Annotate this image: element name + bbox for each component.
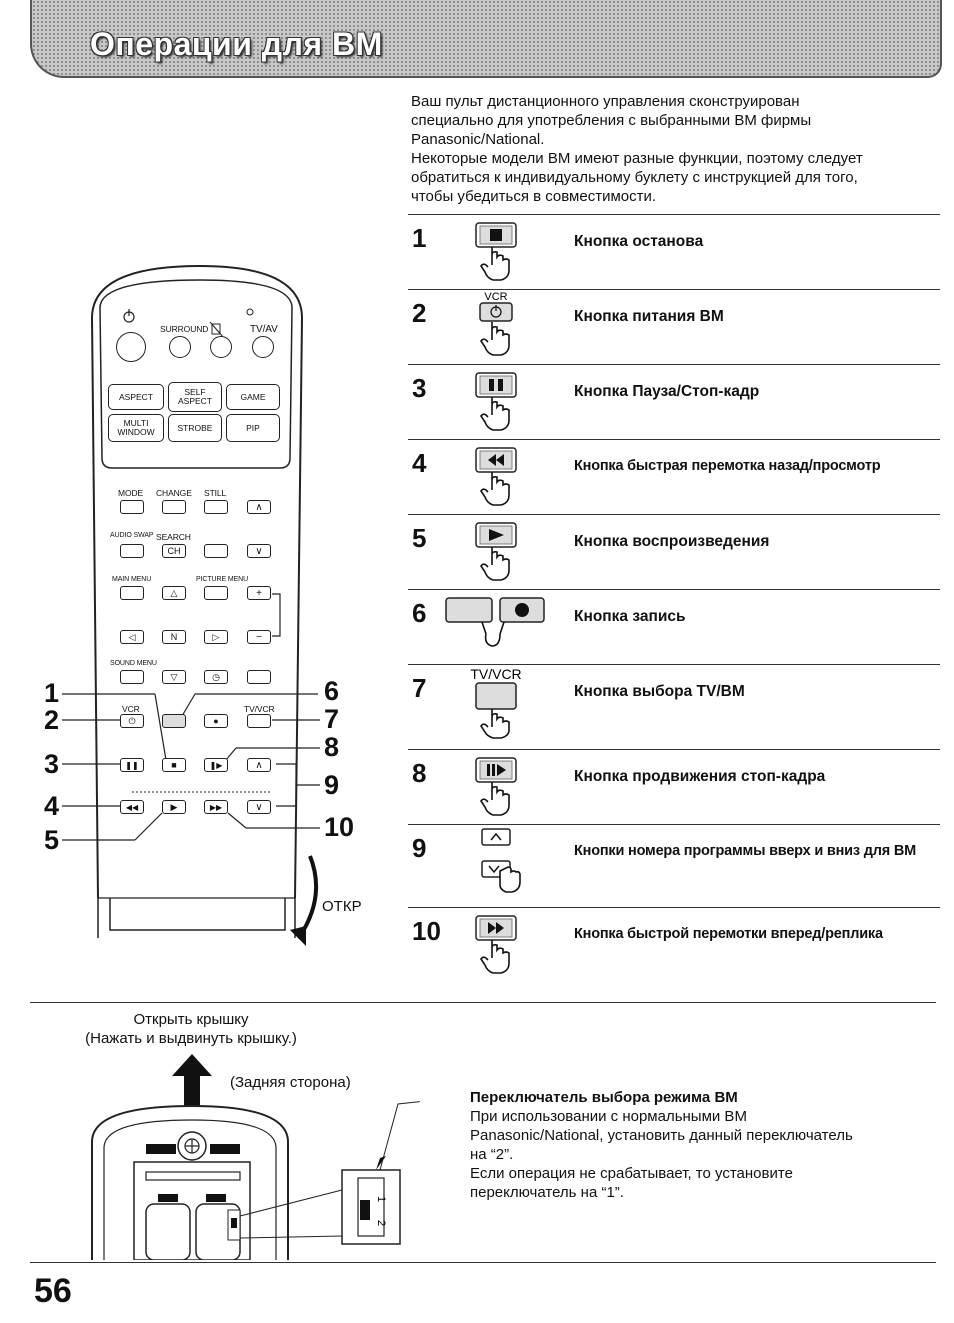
strobe-button[interactable]: STROBE [168, 414, 222, 442]
remote-fast-forward-button[interactable]: ▶▶ [204, 800, 228, 814]
callout-1: 1 [44, 678, 60, 708]
tv-vcr-icon [456, 665, 566, 749]
callout-9: 9 [324, 770, 340, 800]
audio-swap-button[interactable] [120, 544, 144, 558]
search-ch-button[interactable]: CH [162, 544, 186, 558]
vcr-label: VCR [122, 704, 140, 714]
row-number: 8 [412, 758, 427, 788]
clock-button[interactable] [204, 544, 228, 558]
row-number: 2 [412, 298, 427, 328]
intro-text [411, 92, 941, 206]
operation-row [408, 749, 940, 824]
row-number: 7 [412, 673, 427, 703]
mode-switch-description [470, 1088, 930, 1202]
row-number: 5 [412, 523, 427, 553]
operation-row [408, 664, 940, 749]
callout-10: 10 [324, 812, 355, 842]
aspect-button[interactable]: ASPECT [108, 384, 164, 410]
power-button[interactable] [116, 332, 146, 362]
operation-row [408, 439, 940, 514]
callout-6: 6 [324, 676, 340, 706]
stereo-button[interactable] [247, 670, 271, 684]
record-icon [442, 590, 552, 664]
row-label: Кнопка выбора TV/ВМ [574, 683, 745, 700]
row-label: Кнопка продвижения стоп-кадра [574, 768, 826, 785]
picture-menu-label: PICTURE MENU [196, 576, 249, 583]
remote-ch-down-button[interactable]: ∨ [247, 800, 271, 814]
nav-up-button[interactable]: △ [162, 586, 186, 600]
remote-record-button[interactable]: ● [204, 714, 228, 728]
row-label: Кнопка питания ВМ [574, 308, 724, 325]
operation-row [408, 364, 940, 439]
operation-row [408, 289, 940, 364]
callout-5: 5 [44, 825, 60, 855]
operation-row [408, 514, 940, 589]
header-banner [30, 0, 942, 78]
picture-menu-button[interactable] [204, 586, 228, 600]
remote-play-button[interactable]: ▶ [162, 800, 186, 814]
operations-table [408, 214, 940, 984]
switch-line: При использовании с нормальными ВМ [470, 1108, 747, 1125]
row-label: Кнопка воспроизведения [574, 533, 770, 550]
row-number: 10 [412, 916, 441, 946]
vcr-caption: VCR [484, 291, 508, 303]
surround-label: SURROUND [160, 324, 209, 334]
tv-vcr-label: TV/VCR [244, 704, 275, 714]
row-number: 3 [412, 373, 427, 403]
play-icon [456, 515, 566, 589]
remote-rewind-button[interactable]: ◀◀ [120, 800, 144, 814]
pause-icon [456, 365, 566, 439]
operation-row [408, 824, 940, 907]
nav-down-button[interactable]: ▽ [162, 670, 186, 684]
operation-row [408, 907, 940, 984]
remote-pause-button[interactable]: ❚❚ [120, 758, 144, 772]
remote-tv-vcr-button[interactable] [247, 714, 271, 728]
change-button[interactable] [162, 500, 186, 514]
switch-title: Переключатель выбора режима ВМ [470, 1089, 738, 1106]
change-label: CHANGE [156, 488, 192, 498]
back-side-label: (Задняя сторона) [230, 1074, 351, 1091]
switch-line: Если операция не срабатывает, то установите [470, 1165, 793, 1182]
row-label: Кнопка быстрой перемотки вперед/реплика [574, 926, 883, 942]
footer-divider [30, 1262, 936, 1263]
mute-button[interactable] [210, 336, 232, 358]
remote-outline [40, 258, 380, 948]
intro-line: специально для употребления с выбранными ВМ фирмы [411, 112, 812, 129]
rewind-icon [456, 440, 566, 514]
callout-3: 3 [44, 749, 60, 779]
operation-row [408, 214, 940, 289]
callout-7: 7 [324, 704, 340, 734]
search-label: SEARCH [156, 532, 191, 542]
cover-caption-line: Открыть крышку [133, 1011, 249, 1028]
remote-illustration [40, 258, 380, 948]
open-label: ОТКР [322, 898, 362, 915]
page-title: Операции для ВМ [90, 26, 383, 62]
surround-button[interactable] [169, 336, 191, 358]
tvav-button[interactable] [252, 336, 274, 358]
remote-stop-button[interactable]: ■ [162, 758, 186, 772]
page-number: 56 [34, 1272, 72, 1310]
still-button[interactable] [204, 500, 228, 514]
mode-label: MODE [118, 488, 144, 498]
cover-caption [56, 1010, 326, 1048]
nav-right-button[interactable]: ▷ [204, 630, 228, 644]
row-label: Кнопка быстрая перемотка назад/просмотр [574, 458, 881, 474]
row-number: 1 [412, 223, 427, 253]
channel-up-down-icon [456, 825, 566, 907]
switch-position-2: 2 [375, 1220, 387, 1227]
frame-advance-icon [456, 750, 566, 824]
pip-button[interactable]: PIP [226, 414, 280, 442]
remote-blank-button[interactable] [162, 714, 186, 728]
volume-up-button[interactable]: + [247, 586, 271, 600]
mode-button[interactable] [120, 500, 144, 514]
callout-2: 2 [44, 705, 60, 735]
row-label: Кнопки номера программы вверх и вниз для ВМ [574, 843, 916, 859]
tvav-label: TV/AV [250, 324, 278, 335]
intro-line: Panasonic/National. [411, 131, 545, 148]
row-label: Кнопка Пауза/Стоп-кадр [574, 383, 760, 400]
vcr-power-icon [456, 290, 566, 364]
main-menu-label: MAIN MENU [112, 576, 152, 583]
audio-swap-label: AUDIO SWAP [110, 532, 154, 539]
callout-8: 8 [324, 732, 340, 762]
switch-line: переключатель на “1”. [470, 1184, 624, 1201]
remote-vcr-power-button[interactable]: ⏻ [120, 714, 144, 728]
row-label: Кнопка запись [574, 608, 686, 625]
switch-line: на “2”. [470, 1146, 514, 1163]
nav-left-button[interactable]: ◁ [120, 630, 144, 644]
volume-down-button[interactable]: − [247, 630, 271, 644]
multi-window-button[interactable]: MULTI WINDOW [108, 414, 164, 442]
still-label: STILL [204, 488, 227, 498]
tv-vcr-caption: TV/VCR [470, 666, 522, 682]
switch-line: Panasonic/National, установить данный переключатель [470, 1127, 853, 1144]
row-number: 6 [412, 598, 427, 628]
intro-line: Некоторые модели ВМ имеют разные функции, поэтому следует [411, 150, 863, 167]
intro-line: обратиться к индивидуальному буклету с инструкцией для того, [411, 169, 858, 186]
row-number: 9 [412, 833, 427, 863]
sound-menu-label: SOUND MENU [110, 660, 157, 667]
self-aspect-button[interactable]: SELF ASPECT [168, 382, 222, 412]
switch-position-1: 1 [375, 1196, 387, 1203]
operation-row [408, 589, 940, 664]
section-divider [30, 1002, 936, 1003]
stop-icon [456, 215, 566, 289]
up-button[interactable]: ∧ [247, 500, 271, 514]
row-number: 4 [412, 448, 427, 478]
down-button[interactable]: ∨ [247, 544, 271, 558]
remote-frame-advance-button[interactable]: ❚▶ [204, 758, 228, 772]
n-button[interactable]: N [162, 630, 186, 644]
fast-forward-icon [456, 908, 566, 982]
intro-line: Ваш пульт дистанционного управления сконструирован [411, 93, 800, 110]
main-menu-button[interactable] [120, 586, 144, 600]
remote-ch-up-button[interactable]: ∧ [247, 758, 271, 772]
intro-line: чтобы убедиться в совместимости. [411, 188, 657, 205]
timer-button[interactable]: ◷ [204, 670, 228, 684]
sound-menu-button[interactable] [120, 670, 144, 684]
game-button[interactable]: GAME [226, 384, 280, 410]
cover-caption-line: (Нажать и выдвинуть крышку.) [85, 1030, 297, 1047]
callout-4: 4 [44, 791, 60, 821]
row-label: Кнопка останова [574, 233, 704, 250]
